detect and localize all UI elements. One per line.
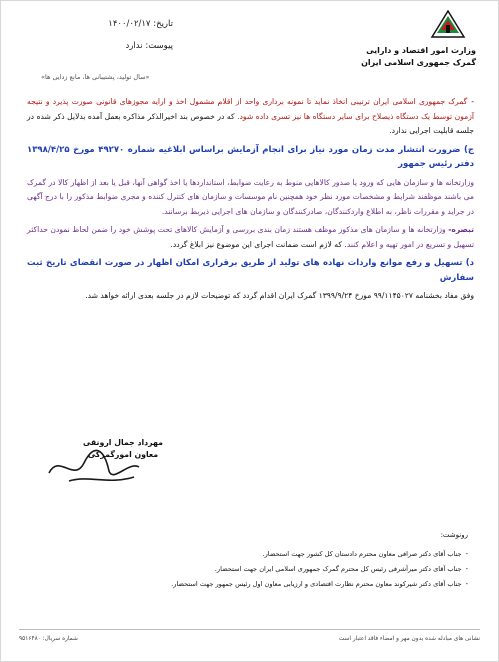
paragraph-3: وفق مفاد بخشنامه ۹۹/۱۱۴۵۰۲۷ مورخ ۱۳۹۹/۹/۲۴ گمرک ایران اقدام گردد که توضیحات لازم در جلسه بعدی ارائه خواهد شد. xyxy=(85,291,474,300)
cc-item: - جناب آقای دکتر میرآشرفی رئیس کل محترم گمرک جمهوری اسلامی ایران جهت استحضار. xyxy=(214,565,468,573)
heading-d: د) تسهیل و رفع موانع واردات نهاده های تولید از طریق برقراری امکان اظهار در صورت انقضای تاریخ ثبت سفارش xyxy=(27,258,474,283)
letter-body xyxy=(27,95,474,308)
attachment-row xyxy=(23,35,173,57)
attachment-label: پیوست: xyxy=(145,41,173,51)
paragraph-1-red: گمرک جمهوری اسلامی ایران ترتیبی اتخاذ نماید تا نمونه برداری واحد از اقلام مشمول اخذ و ارایه مجوزهای قانونی صورت پذیرد و نتیجه آزمون توسط یک دستگاه ذیصلاح برای سایر دستگاه ها نیز تسری داده شود. xyxy=(27,97,474,121)
footer xyxy=(19,629,480,642)
paragraph-1: -گمرک جمهوری اسلامی ایران ترتیبی اتخاذ نماید تا نمونه برداری واحد از اقلام مشمول اخذ و ارایه مجوزهای قانونی صورت پذیرد و نتیجه آزمون توسط یک دستگاه ذیصلاح برای سایر دستگاه ها نیز تسری داده شود. که در خصوص بند اخیرالذکر مذاکره بعمل آمده بدلایل ذکر شده در جلسه قابلیت اجرایی ندارد. xyxy=(27,97,474,135)
signatory xyxy=(73,437,173,461)
paragraph-2: وزارتخانه ها و سازمان هایی که ورود یا صدور کالاهایی منوط به رعایت ضوابط، استانداردها یا اخذ گواهی آنها، قبل یا بعد از اظهار کالا در گمرک می باشند موظفند شرایط و مشخصات مورد نظر خود همچنین نام موسسات و سازمان های کنترل کننده و مجری ضوابط مذکور را با درج آگهی در جراید و مقررات ناظر، به اطلاع واردکنندگان، صادرکنندگان و سازمان های اجرایی ذیربط برسانند. xyxy=(27,177,474,216)
year-motto: «سال تولید، پشتیبانی ها، مانع زدایی ها» xyxy=(41,73,150,81)
heading-j: ج) ضرورت انتشار مدت زمان مورد نیاز برای انجام آزمایش براساس ابلاغیه شماره ۴۹۲۷۰ مورخ ۱۳۹۸/۴/۲۵ دفتر رئیس جمهور xyxy=(27,144,475,169)
paragraph-1-tail: که در خصوص بند اخیرالذکر مذاکره بعمل آمده بدلایل ذکر شده در جلسه قابلیت اجرایی ندارد. xyxy=(27,111,474,135)
tabsareh-text: وزارتخانه ها و سازمان های مذکور موظف هستند زمان بندی بررسی و آزمایش کالاهای تحت پوشش خود را ضمن لحاظ نمودن حداکثر تسهیل و تسریع در امور تهیه و اعلام کنند. xyxy=(27,225,474,249)
tabsareh-label: تبصره- xyxy=(448,225,474,234)
tabsareh-tail: که لازم است ضمانت اجرای این موضوع نیز ابلاغ گردد. xyxy=(170,239,342,249)
letterhead xyxy=(326,7,476,69)
cc-item: - جناب آقای دکتر شیرکوند معاون محترم نظارت اقتصادی و ارزیابی معاون اول رئیس جمهور جهت استحضار. xyxy=(171,580,468,588)
org-name-customs: گمرک جمهوری اسلامی ایران xyxy=(361,58,476,67)
signatory-name: مهرداد جمال ارونقی xyxy=(83,438,163,447)
serial-value: ۹۵۱۶۴۸۰ xyxy=(19,636,41,642)
signatory-title: معاون امورگمرکی xyxy=(87,450,159,459)
cc-list xyxy=(58,547,468,592)
attachment-value: ندارد xyxy=(125,41,143,51)
footer-note: نشانی های مبادله شده بدون مهر و امضاء فاقد اعتبار است xyxy=(338,636,480,642)
cc-title: رونوشت: xyxy=(440,531,468,539)
customs-logo-icon xyxy=(428,7,468,41)
serial-block xyxy=(19,636,78,642)
serial-label: شماره سریال: xyxy=(42,636,78,642)
cc-item: - جناب آقای دکتر صرافی معاون محترم دادستان کل کشور جهت استحضار. xyxy=(262,550,468,558)
date-row xyxy=(23,13,173,35)
letter-meta xyxy=(23,13,173,57)
org-name-ministry: وزارت امور اقتصاد و دارایی xyxy=(366,46,476,55)
paragraph-tabsareh xyxy=(27,223,474,252)
date-value: ۱۴۰۰/۰۲/۱۷ xyxy=(108,19,151,29)
date-label: تاریخ: xyxy=(153,19,173,29)
